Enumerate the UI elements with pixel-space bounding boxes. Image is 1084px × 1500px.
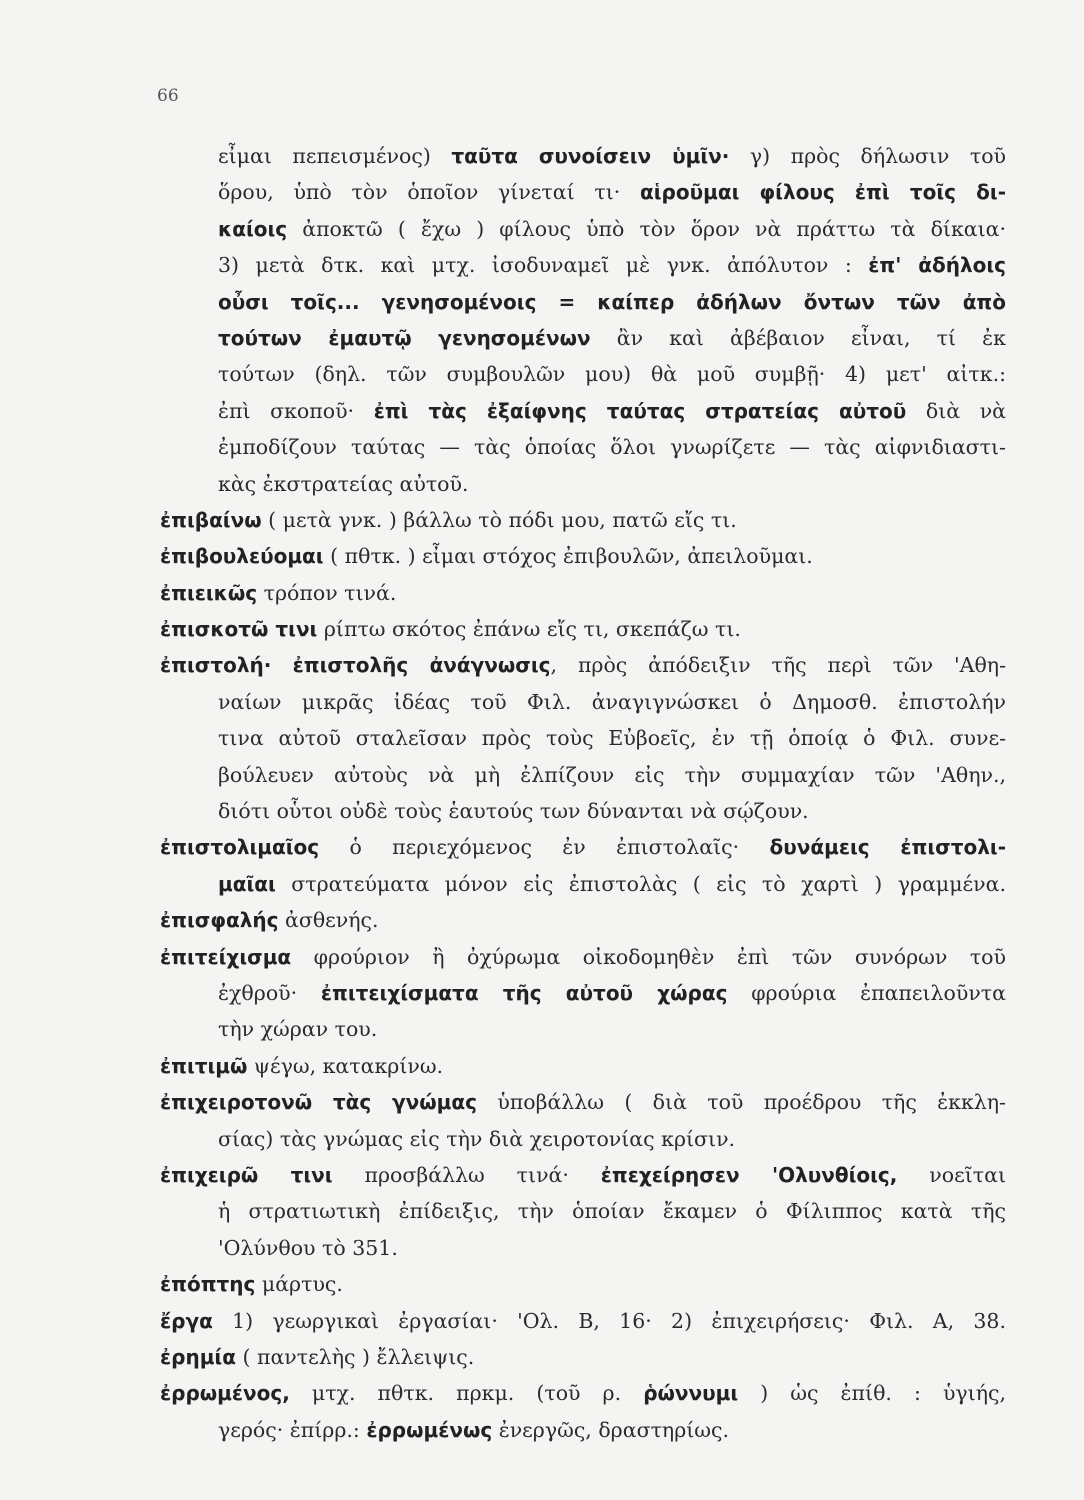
text-segment: γερός· ἐπίρρ.: xyxy=(218,1417,367,1442)
text-segment: προσβάλλω τινά· xyxy=(332,1162,601,1187)
text-segment: τὴν χώραν του. xyxy=(218,1017,378,1042)
text-line xyxy=(160,466,1006,502)
text-segment: ὅρου, ὑπὸ τὸν ὁποῖον γίνεταί τι· xyxy=(218,180,641,205)
text-line xyxy=(160,174,1006,210)
text-segment: κὰς ἐκστρατείας αὐτοῦ. xyxy=(218,471,469,496)
text-segment: γ) πρὸς δήλωσιν τοῦ xyxy=(729,144,1006,168)
text-line xyxy=(160,1084,1006,1120)
text-line xyxy=(160,866,1006,902)
text-segment: διότι οὗτοι οὐδὲ τοὺς ἑαυτούς των δύνανται νὰ σῴζουν. xyxy=(218,799,809,824)
headword: δυνάμεις ἐπιστολι- xyxy=(769,835,1006,860)
text-segment: ἀσθενής. xyxy=(278,908,379,933)
text-segment: 3) μετὰ δτκ. καὶ μτχ. ἰσοδυναμεῖ μὲ γνκ. ἀπόλυτον : xyxy=(218,253,869,278)
text-line xyxy=(160,1193,1006,1229)
text-segment: 1) γεωργικαὶ ἐργασίαι· 'Ολ. Β, 16· 2) ἐπιχειρήσεις· Φιλ. Α, 38. xyxy=(212,1308,1006,1333)
headword: ἐπιστολιμαῖος xyxy=(160,835,320,860)
text-segment: ἐπὶ σκοποῦ· xyxy=(218,398,374,423)
headword: ἐπιτειχίσματα τῆς αὐτοῦ χώρας xyxy=(320,980,728,1005)
text-line xyxy=(160,757,1006,793)
dictionary-text xyxy=(160,138,1006,1448)
headword: ἐπιβουλεύομαι xyxy=(160,544,324,569)
text-line xyxy=(160,1011,1006,1047)
headword: ἐπισκοτῶ τινι xyxy=(160,617,318,642)
text-segment: μάρτυς. xyxy=(255,1272,343,1297)
headword: ἐρρωμένως xyxy=(366,1417,493,1442)
text-segment: τρόπον τινά. xyxy=(257,580,397,605)
text-line xyxy=(160,684,1006,720)
text-segment: νοεῖται xyxy=(897,1162,1006,1187)
text-segment: ( παντελὴς ) ἔλλειψις. xyxy=(235,1344,475,1369)
text-segment: ὑποβάλλω ( διὰ τοῦ προέδρου τῆς ἐκκλη- xyxy=(477,1090,1006,1115)
text-segment: ἐνεργῶς, δραστηρίως. xyxy=(492,1417,729,1442)
text-line xyxy=(160,320,1006,356)
headword: ἐπιβαίνω xyxy=(160,507,262,532)
text-segment: 'Ολύνθου τὸ 351. xyxy=(218,1235,398,1260)
headword: ἐπεχείρησεν 'Ολυνθίοις, xyxy=(600,1162,898,1187)
text-segment: ἡ στρατιωτικὴ ἐπίδειξις, τὴν ὁποίαν ἔκαμεν ὁ Φίλιππος κατὰ τῆς xyxy=(218,1199,1006,1224)
page-number: 66 xyxy=(157,86,179,106)
headword: καίοις xyxy=(218,216,288,241)
text-segment: τούτων (δηλ. τῶν συμβουλῶν μου) θὰ μοῦ συμβῇ· 4) μετ' αἰτκ.: xyxy=(218,362,1006,387)
text-line xyxy=(160,1230,1006,1266)
text-line xyxy=(160,647,1006,683)
headword: ῥώννυμι xyxy=(643,1381,739,1406)
headword: ἐπ' ἀδήλοις xyxy=(868,253,1006,278)
text-line xyxy=(160,575,1006,611)
text-segment: φρούρια ἐπαπειλοῦντα xyxy=(727,980,1006,1005)
text-segment: στρατεύματα μόνον εἰς ἐπιστολὰς ( εἰς τὸ χαρτὶ ) γραμμένα. xyxy=(275,871,1006,896)
headword: ἐπιχειρῶ τινι xyxy=(160,1162,333,1187)
text-segment: ψέγω, κατακρίνω. xyxy=(247,1053,444,1078)
headword: ἐπὶ τὰς ἐξαίφνης ταύτας στρατείας αὐτοῦ xyxy=(373,398,907,423)
text-line xyxy=(160,138,1006,174)
headword: ἐπιτιμῶ xyxy=(160,1053,248,1078)
headword: ἐρημία xyxy=(160,1344,236,1369)
text-line xyxy=(160,356,1006,392)
text-segment: βούλευεν αὐτοὺς νὰ μὴ ἐλπίζουν εἰς τὴν συμμαχίαν τῶν 'Αθην., xyxy=(218,762,1006,787)
text-line xyxy=(160,902,1006,938)
text-line xyxy=(160,793,1006,829)
text-line xyxy=(160,975,1006,1011)
text-line xyxy=(160,829,1006,865)
headword: ἐπιχειροτονῶ τὰς γνώμας xyxy=(160,1090,477,1115)
text-line xyxy=(160,538,1006,574)
text-segment: ἐχθροῦ· xyxy=(218,980,321,1005)
text-segment: φρούριον ἢ ὀχύρωμα οἰκοδομηθὲν ἐπὶ τῶν συνόρων τοῦ xyxy=(291,944,1006,969)
text-line xyxy=(160,1303,1006,1339)
headword: ἐπιεικῶς xyxy=(160,580,258,605)
headword: αἱροῦμαι φίλους ἐπὶ τοῖς δι- xyxy=(640,180,1006,205)
text-line xyxy=(160,1412,1006,1448)
headword: ἐπισφαλής xyxy=(160,908,279,933)
text-line xyxy=(160,611,1006,647)
text-line xyxy=(160,939,1006,975)
headword: ἐπόπτης xyxy=(160,1272,256,1297)
headword: ἐπιστολή· ἐπιστολῆς ἀνάγνωσις xyxy=(160,653,551,678)
headword: οὖσι τοῖς... γενησομένοις = καίπερ ἀδήλων ὄντων τῶν ἀπὸ xyxy=(218,289,1006,314)
text-line xyxy=(160,211,1006,247)
headword: ἐρρωμένος, xyxy=(160,1381,290,1406)
text-segment: τινα αὐτοῦ σταλεῖσαν πρὸς τοὺς Εὐβοεῖς, ἐν τῇ ὁποίᾳ ὁ Φιλ. συνε- xyxy=(218,726,1006,751)
text-line xyxy=(160,284,1006,320)
text-segment: σίας) τὰς γνώμας εἰς τὴν διὰ χειροτονίας κρίσιν. xyxy=(218,1126,736,1151)
text-line xyxy=(160,429,1006,465)
text-line xyxy=(160,502,1006,538)
text-segment: εἶμαι πεπεισμένος) xyxy=(218,144,452,168)
text-segment: ρίπτω σκότος ἐπάνω εἴς τι, σκεπάζω τι. xyxy=(317,617,741,642)
text-segment: ὁ περιεχόμενος ἐν ἐπιστολαῖς· xyxy=(319,835,770,860)
text-line xyxy=(160,1339,1006,1375)
headword: μαῖαι xyxy=(218,871,276,896)
text-segment: ἂν καὶ ἀβέβαιον εἶναι, τί ἐκ xyxy=(590,325,1006,350)
text-segment: ) ὡς ἐπίθ. : ὑγιής, xyxy=(738,1381,1006,1406)
headword: ταῦτα συνοίσειν ὑμῖν· xyxy=(451,144,730,168)
text-segment: ἐμποδίζουν ταύτας — τὰς ὁποίας ὅλοι γνωρίζετε — τὰς αἰφνιδιαστι- xyxy=(218,435,1006,460)
headword: τούτων ἐμαυτῷ γενησομένων xyxy=(218,325,591,350)
text-segment: ( πθτκ. ) εἶμαι στόχος ἐπιβουλῶν, ἀπειλοῦμαι. xyxy=(323,544,813,569)
text-segment: ναίων μικρᾶς ἰδέας τοῦ Φιλ. ἀναγιγνώσκει ὁ Δημοσθ. ἐπιστολήν xyxy=(218,689,1006,714)
text-line xyxy=(160,393,1006,429)
text-segment: , πρὸς ἀπόδειξιν τῆς περὶ τῶν 'Αθη- xyxy=(550,653,1006,678)
text-segment: ( μετὰ γνκ. ) βάλλω τὸ πόδι μου, πατῶ εἴς τι. xyxy=(261,507,737,532)
text-segment: διὰ νὰ xyxy=(906,398,1006,423)
text-line xyxy=(160,1048,1006,1084)
text-line xyxy=(160,1375,1006,1411)
text-line xyxy=(160,1266,1006,1302)
text-line xyxy=(160,247,1006,283)
text-line xyxy=(160,1121,1006,1157)
headword: ἔργα xyxy=(160,1308,213,1333)
text-line xyxy=(160,1157,1006,1193)
headword: ἐπιτείχισμα xyxy=(160,944,292,969)
text-segment: μτχ. πθτκ. πρκμ. (τοῦ ρ. xyxy=(289,1381,644,1406)
text-line xyxy=(160,720,1006,756)
text-segment: ἀποκτῶ ( ἔχω ) φίλους ὑπὸ τὸν ὅρον νὰ πράττω τὰ δίκαια· xyxy=(287,216,1006,241)
